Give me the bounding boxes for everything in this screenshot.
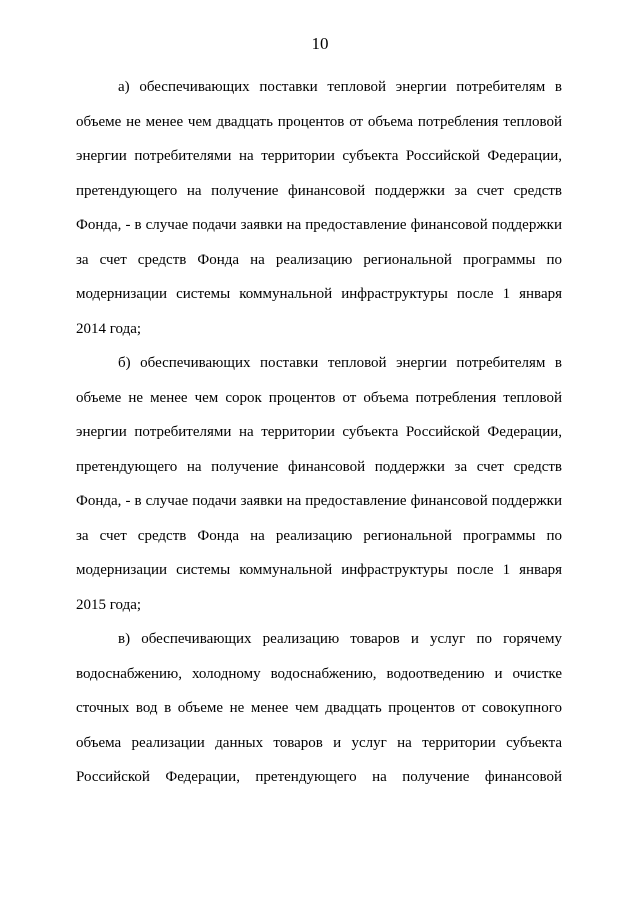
text-line: Российской Федерации, претендующего на получение финансовой [76,769,562,785]
text-line: 2015 года; [76,596,142,613]
text-line: за счет средств Фонда на реализацию региональной программы по [76,527,562,544]
text-line: водоснабжению, холодному водоснабжению, водоотведению и очистке [76,665,562,682]
page-number: 10 [311,34,329,53]
text-line: объема реализации данных товаров и услуг на территории субъекта [76,734,562,751]
text-line: модернизации системы коммунальной инфраструктуры после 1 января [76,562,562,578]
text-line: претендующего на получение финансовой поддержки за счет средств [76,182,562,199]
document-body [76,70,562,795]
text-line: сточных вод в объеме не менее чем двадцать процентов от совокупного [76,700,562,716]
text-line: Фонда, - в случае подачи заявки на предоставление финансовой поддержки [76,217,562,233]
text-line: 2014 года; [76,320,142,337]
text-line: объеме не менее чем двадцать процентов от объема потребления тепловой [76,113,562,130]
text-line: а) обеспечивающих поставки тепловой энергии потребителям в [118,79,562,95]
text-line: энергии потребителями на территории субъекта Российской Федерации, [76,148,562,164]
text-line: объеме не менее чем сорок процентов от объема потребления тепловой [76,389,562,406]
text-line: энергии потребителями на территории субъекта Российской Федерации, [76,424,562,440]
text-line: за счет средств Фонда на реализацию региональной программы по [76,251,562,268]
text-line: претендующего на получение финансовой поддержки за счет средств [76,458,562,475]
text-line: б) обеспечивающих поставки тепловой энергии потребителям в [118,355,562,371]
text-line: модернизации системы коммунальной инфраструктуры после 1 января [76,286,562,302]
text-line: Фонда, - в случае подачи заявки на предоставление финансовой поддержки [76,493,562,509]
text-line: в) обеспечивающих реализацию товаров и услуг по горячему [118,631,562,647]
